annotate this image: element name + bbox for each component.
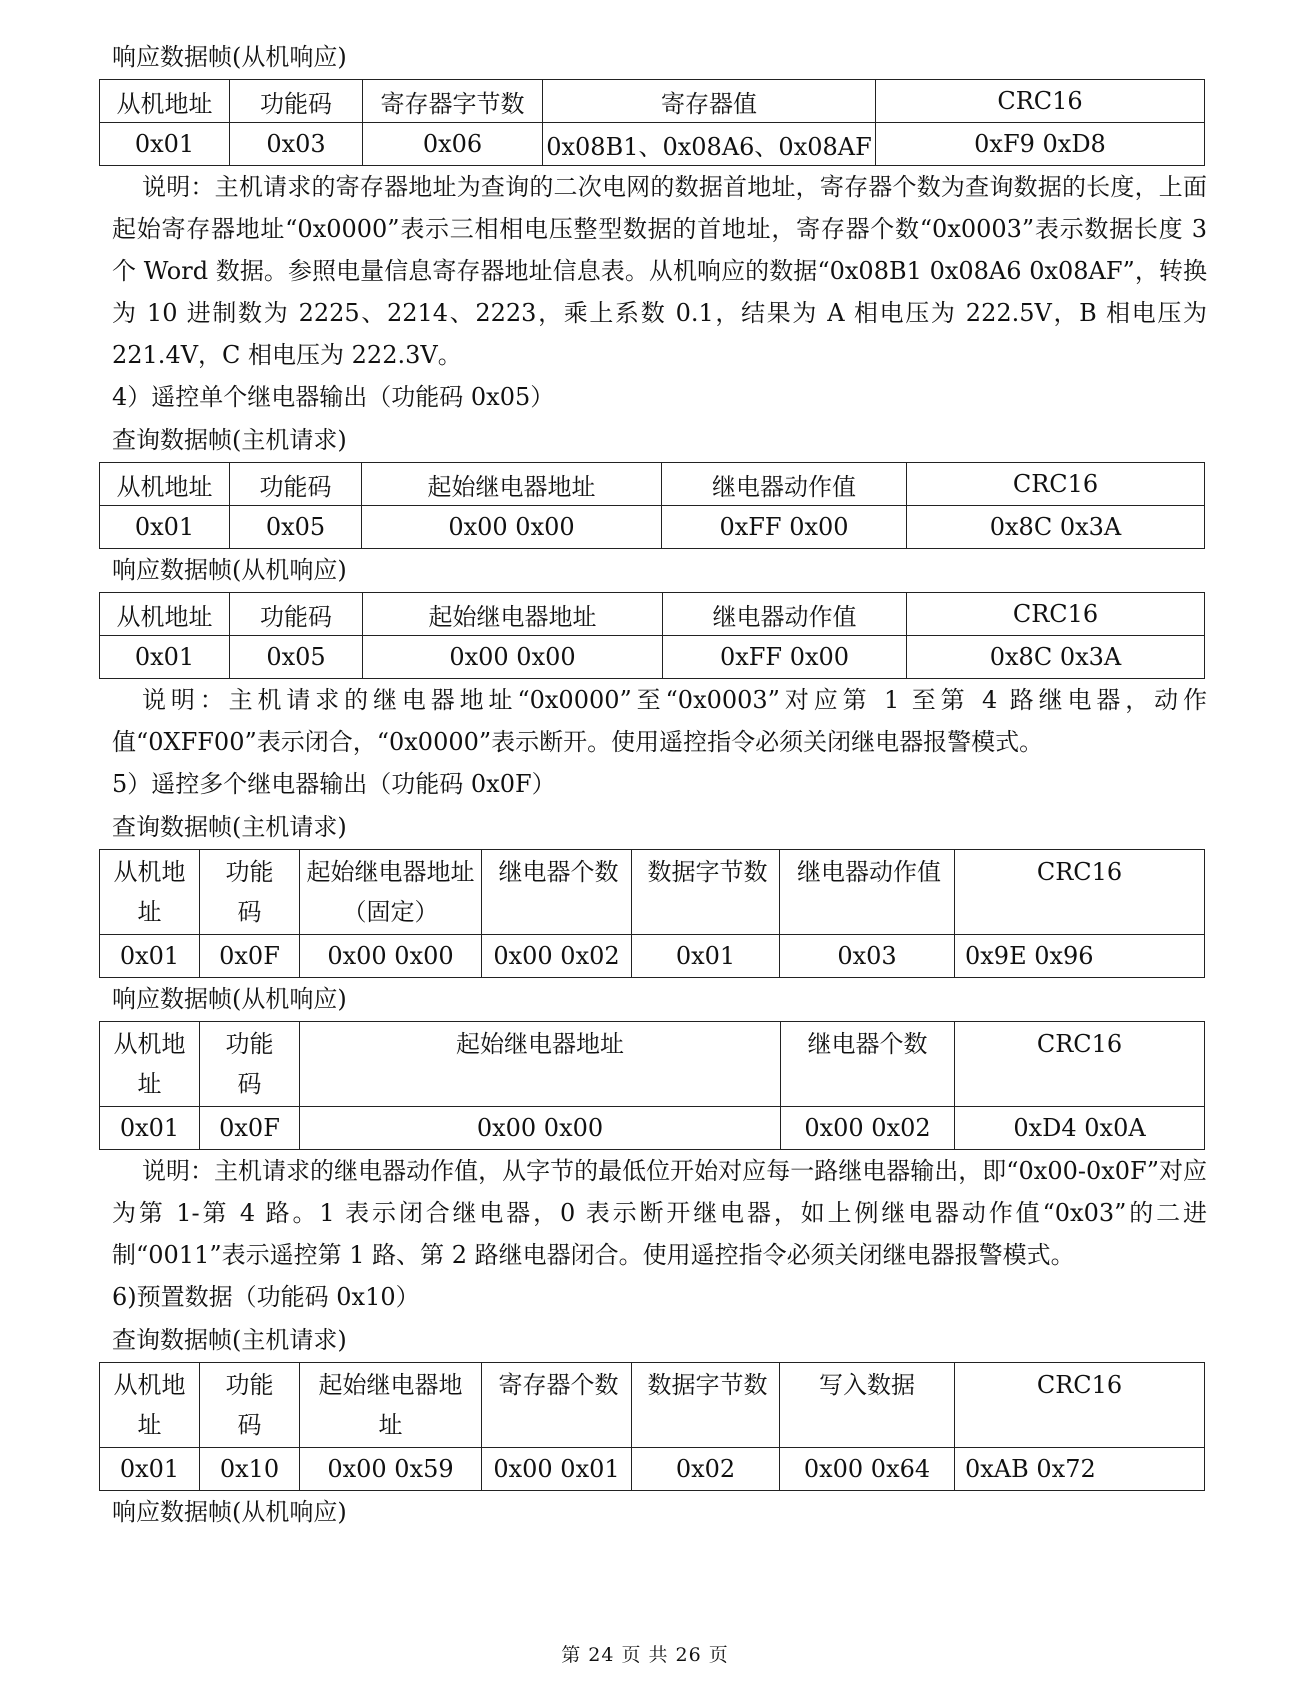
table-row bbox=[100, 636, 1205, 679]
table-header-cell: 继电器动作值 bbox=[663, 593, 907, 636]
table-header-cell: 数据字节数 bbox=[632, 1363, 780, 1448]
table-header-cell: 功能码 bbox=[230, 80, 363, 123]
table-cell: 0x01 bbox=[100, 935, 200, 978]
table-cell: 0x08B1、0x08A6、0x08AF bbox=[543, 123, 876, 166]
table-cell: 0xD4 0x0A bbox=[955, 1107, 1205, 1150]
table-header-cell: 寄存器个数 bbox=[482, 1363, 632, 1448]
page-number-footer: 第 24 页 共 26 页 bbox=[561, 1644, 729, 1666]
table-cell: 0x01 bbox=[100, 506, 230, 549]
table-cell: 0x03 bbox=[230, 123, 363, 166]
table-cell: 0xFF 0x00 bbox=[663, 636, 907, 679]
table-header-cell: 寄存器字节数 bbox=[363, 80, 543, 123]
table-header-cell: 继电器个数 bbox=[482, 850, 632, 935]
section-6-title: 6)预置数据（功能码 0x10） bbox=[112, 1283, 420, 1311]
table-header-cell: 功能码 bbox=[230, 593, 363, 636]
table-cell: 0x10 bbox=[200, 1448, 300, 1491]
table-header-cell: 写入数据 bbox=[780, 1363, 955, 1448]
read-register-response-table bbox=[99, 79, 1205, 166]
table-header-row bbox=[100, 593, 1205, 636]
table-header-cell: CRC16 bbox=[955, 1363, 1205, 1448]
table-header-cell: 从机地址 bbox=[100, 1022, 200, 1107]
table-cell: 0xAB 0x72 bbox=[955, 1448, 1205, 1491]
table-header-row bbox=[100, 80, 1205, 123]
table-cell: 0x01 bbox=[100, 636, 230, 679]
table-header-cell: 起始继电器地址 bbox=[363, 593, 663, 636]
table-header-row bbox=[100, 1022, 1205, 1107]
table-cell: 0x01 bbox=[100, 123, 230, 166]
table-cell: 0x0F bbox=[200, 935, 300, 978]
multi-relay-response-table bbox=[99, 1021, 1205, 1150]
table-cell: 0xF9 0xD8 bbox=[876, 123, 1205, 166]
table-header-cell: 起始继电器地址 bbox=[300, 1022, 781, 1107]
table-cell: 0x05 bbox=[230, 636, 363, 679]
table-header-row bbox=[100, 850, 1205, 935]
table-header-cell: 起始继电器地址（固定） bbox=[300, 850, 482, 935]
table-cell: 0x01 bbox=[100, 1107, 200, 1150]
multi-relay-query-table bbox=[99, 849, 1205, 978]
table-row bbox=[100, 1448, 1205, 1491]
table-header-cell: 从机地址 bbox=[100, 463, 230, 506]
preset-data-query-table bbox=[99, 1362, 1205, 1491]
table-cell: 0x9E 0x96 bbox=[955, 935, 1205, 978]
table-cell: 0x01 bbox=[100, 1448, 200, 1491]
table-header-cell: 功能码 bbox=[200, 1022, 300, 1107]
table-header-cell: 起始继电器地址 bbox=[362, 463, 662, 506]
section-5-response-title: 响应数据帧(从机响应) bbox=[112, 985, 347, 1013]
section-4-note: 说明：主机请求的继电器地址“0x0000”至“0x0003”对应第 1 至第 4 路继电器，动作值“0XFF00”表示闭合，“0x0000”表示断开。使用遥控指令必须关闭继电器报警模式。 bbox=[112, 686, 1207, 756]
table-cell: 0x00 0x64 bbox=[780, 1448, 955, 1491]
table-cell: 0x00 0x02 bbox=[482, 935, 632, 978]
table-cell: 0x00 0x00 bbox=[300, 1107, 781, 1150]
section-4-title: 4）遥控单个继电器输出（功能码 0x05） bbox=[112, 383, 555, 411]
section-3-note: 说明：主机请求的寄存器地址为查询的二次电网的数据首地址，寄存器个数为查询数据的长度，上面起始寄存器地址“0x0000”表示三相相电压整型数据的首地址，寄存器个数“0x0003”表示数据长度 3 个 Word 数据。参照电量信息寄存器地址信息表。从机响应的数据“0x08B1 0x08A6 0x08AF”，转换为 10 进制数为 2225、2214、2223，乘上系数 0.1，结果为 A 相电压为 222.5V，B 相电压为 221.4V，C 相电压为 222.3V。 bbox=[112, 173, 1207, 369]
table-header-cell: CRC16 bbox=[876, 80, 1205, 123]
table-row bbox=[100, 935, 1205, 978]
table-header-cell: 功能码 bbox=[230, 463, 362, 506]
table-header-cell: CRC16 bbox=[955, 850, 1205, 935]
table-cell: 0x00 0x01 bbox=[482, 1448, 632, 1491]
table-header-cell: 数据字节数 bbox=[632, 850, 780, 935]
table-cell: 0x02 bbox=[632, 1448, 780, 1491]
section-5-title: 5）遥控多个继电器输出（功能码 0x0F） bbox=[112, 770, 556, 798]
table-cell: 0x00 0x59 bbox=[300, 1448, 482, 1491]
document-page bbox=[112, 36, 1207, 1534]
table-header-cell: 寄存器值 bbox=[543, 80, 876, 123]
table-header-cell: 从机地址 bbox=[100, 1363, 200, 1448]
section-6-response-title: 响应数据帧(从机响应) bbox=[112, 1498, 347, 1526]
table-header-cell: 功能码 bbox=[200, 1363, 300, 1448]
section-5-note: 说明：主机请求的继电器动作值，从字节的最低位开始对应每一路继电器输出，即“0x00-0x0F”对应为第 1-第 4 路。1 表示闭合继电器，0 表示断开继电器，如上例继电器动作值“0x03”的二进制“0011”表示遥控第 1 路、第 2 路继电器闭合。使用遥控指令必须关闭继电器报警模式。 bbox=[112, 1157, 1207, 1269]
table-cell: 0x8C 0x3A bbox=[907, 506, 1205, 549]
table-header-cell: 从机地址 bbox=[100, 850, 200, 935]
table-header-row bbox=[100, 463, 1205, 506]
single-relay-response-table bbox=[99, 592, 1205, 679]
table-cell: 0x05 bbox=[230, 506, 362, 549]
section-4-query-title: 查询数据帧(主机请求) bbox=[112, 426, 347, 454]
table-header-cell: 从机地址 bbox=[100, 80, 230, 123]
section-6-query-title: 查询数据帧(主机请求) bbox=[112, 1326, 347, 1354]
table-header-cell: CRC16 bbox=[907, 463, 1205, 506]
table-cell: 0x00 0x00 bbox=[363, 636, 663, 679]
table-cell: 0x00 0x00 bbox=[362, 506, 662, 549]
table-cell: 0x8C 0x3A bbox=[907, 636, 1205, 679]
table-cell: 0x01 bbox=[632, 935, 780, 978]
table-header-cell: 起始继电器地址 bbox=[300, 1363, 482, 1448]
table-cell: 0xFF 0x00 bbox=[662, 506, 907, 549]
table-header-cell: CRC16 bbox=[907, 593, 1205, 636]
table-header-cell: CRC16 bbox=[955, 1022, 1205, 1107]
table-row bbox=[100, 1107, 1205, 1150]
section-3-response-title: 响应数据帧(从机响应) bbox=[112, 43, 347, 71]
table-header-cell: 继电器个数 bbox=[781, 1022, 955, 1107]
table-header-cell: 从机地址 bbox=[100, 593, 230, 636]
table-cell: 0x03 bbox=[780, 935, 955, 978]
section-4-response-title: 响应数据帧(从机响应) bbox=[112, 556, 347, 584]
table-header-cell: 继电器动作值 bbox=[780, 850, 955, 935]
table-row bbox=[100, 506, 1205, 549]
table-header-row bbox=[100, 1363, 1205, 1448]
single-relay-query-table bbox=[99, 462, 1205, 549]
table-cell: 0x06 bbox=[363, 123, 543, 166]
table-row bbox=[100, 123, 1205, 166]
section-5-query-title: 查询数据帧(主机请求) bbox=[112, 813, 347, 841]
table-header-cell: 功能码 bbox=[200, 850, 300, 935]
table-header-cell: 继电器动作值 bbox=[662, 463, 907, 506]
table-cell: 0x00 0x02 bbox=[781, 1107, 955, 1150]
table-cell: 0x00 0x00 bbox=[300, 935, 482, 978]
table-cell: 0x0F bbox=[200, 1107, 300, 1150]
